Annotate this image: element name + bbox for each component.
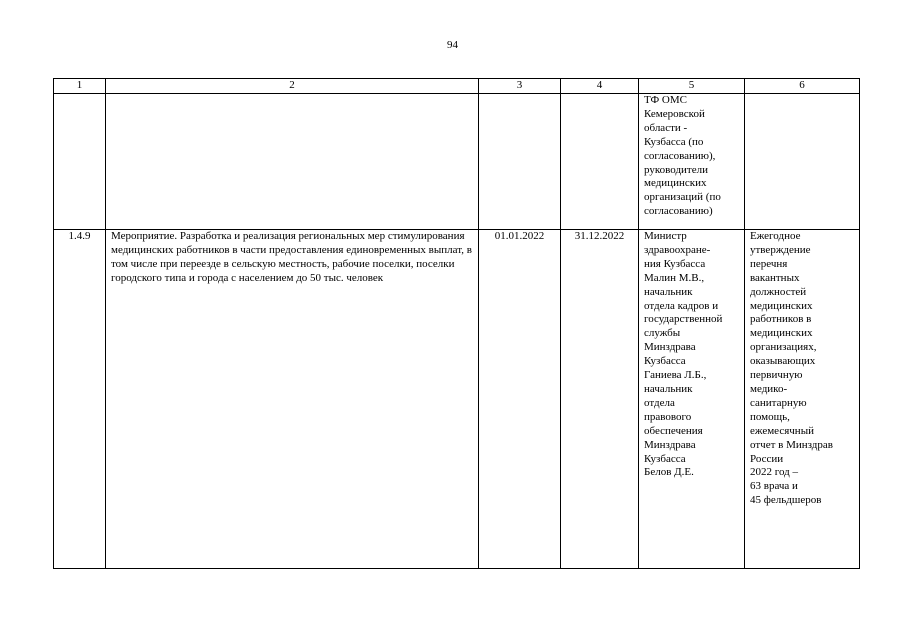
table-header-row: [54, 79, 860, 94]
cell-activity: Мероприятие. Разработка и реализация региональных мер стимулирования медицинских работников в части предоставления единовременных выплат, в том числе при переезде в сельскую местность, рабочие поселки, поселки городского типа и города с населением до 50 тыс. человек: [106, 230, 479, 569]
cell-responsible: ТФ ОМС Кемеровской области - Кузбасса (по согласованию), руководители медицинских организаций (по согласованию): [639, 94, 745, 230]
header-col-4: 4: [561, 79, 639, 94]
plan-table: [53, 78, 860, 569]
cell-number: 1.4.9: [54, 230, 106, 569]
page-number: 94: [447, 39, 458, 51]
header-col-6: 6: [745, 79, 860, 94]
header-col-1: 1: [54, 79, 106, 94]
cell-responsible: Министр здравоохране- ния Кузбасса Малин М.В., начальник отдела кадров и государственной службы Минздрава Кузбасса Ганиева Л.Б., начальник отдела правового обеспечения Минздрава Кузбасса Белов Д.Е.: [639, 230, 745, 569]
cell-end-date: 31.12.2022: [561, 230, 639, 569]
cell-end-date: [561, 94, 639, 230]
table-row: [54, 230, 860, 569]
cell-activity: [106, 94, 479, 230]
table-row: [54, 94, 860, 230]
header-col-5: 5: [639, 79, 745, 94]
cell-start-date: 01.01.2022: [479, 230, 561, 569]
header-col-3: 3: [479, 79, 561, 94]
cell-result: Ежегодное утверждение перечня вакантных должностей медицинских работников в медицинских организациях, оказывающих первичную медико- санитарную помощь, ежемесячный отчет в Минздрав России 2022 год – 63 врача и 45 фельдшеров: [745, 230, 860, 569]
cell-result: [745, 94, 860, 230]
header-col-2: 2: [106, 79, 479, 94]
cell-number: [54, 94, 106, 230]
cell-start-date: [479, 94, 561, 230]
